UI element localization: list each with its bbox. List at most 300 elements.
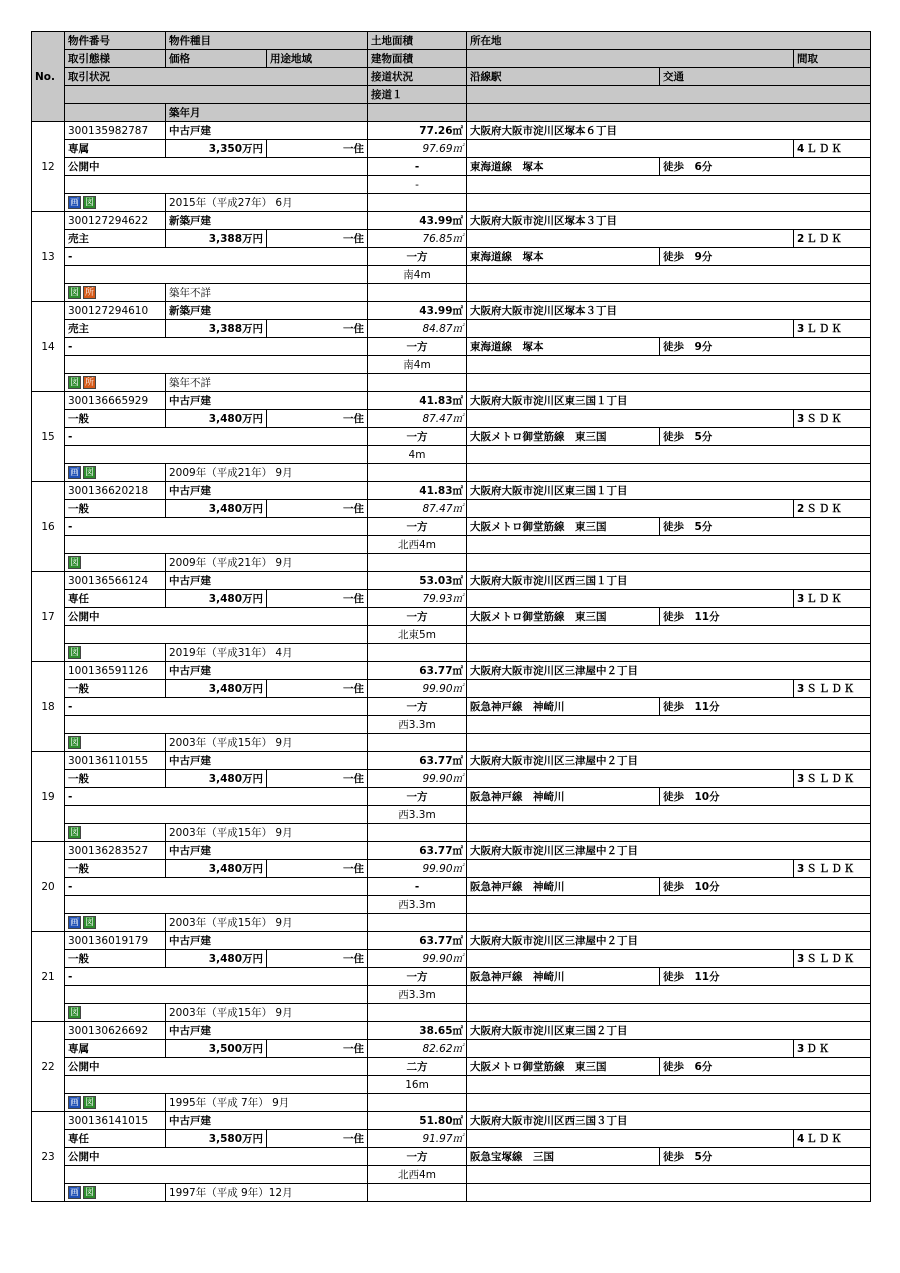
listing-building-area: 76.85㎡	[368, 230, 467, 248]
listing-building-area: 91.97㎡	[368, 1130, 467, 1148]
listing-blank	[467, 914, 871, 932]
listing-built: 2009年（平成21年） 9月	[166, 554, 368, 572]
listing-no: 23	[32, 1112, 65, 1202]
listing-built: 2003年（平成15年） 9月	[166, 914, 368, 932]
header-status: 取引状況	[65, 68, 368, 86]
listing-icons	[65, 734, 166, 752]
listing-blank	[368, 464, 467, 482]
listing-address: 大阪府大阪市淀川区三津屋中２丁目	[467, 932, 871, 950]
header-road: 接道状況	[368, 68, 467, 86]
listing-status: -	[65, 968, 368, 986]
table-body	[32, 32, 871, 1202]
listing-blank	[467, 554, 871, 572]
listing-access: 徒歩 11分	[660, 608, 871, 626]
photo-icon[interactable]: 画	[69, 468, 79, 478]
listing-line: 阪急神戸線 神崎川	[467, 968, 660, 986]
header-row-2	[32, 50, 871, 68]
listing-row	[32, 554, 871, 572]
listing-blank	[368, 1184, 467, 1202]
listing-blank	[368, 824, 467, 842]
listing-address: 大阪府大阪市淀川区西三国１丁目	[467, 572, 871, 590]
header-id: 物件番号	[65, 32, 166, 50]
listing-zone: 一住	[267, 1040, 368, 1058]
listing-status: -	[65, 518, 368, 536]
listing-blank	[467, 716, 871, 734]
listing-row	[32, 752, 871, 770]
listing-row	[32, 1184, 871, 1202]
listing-row	[32, 446, 871, 464]
listing-zone: 一住	[267, 140, 368, 158]
listing-access: 徒歩 5分	[660, 428, 871, 446]
listing-road-detail: 西3.3m	[368, 986, 467, 1004]
listing-blank	[467, 374, 871, 392]
listing-status: 公開中	[65, 1058, 368, 1076]
listing-kind: 中古戸建	[166, 482, 368, 500]
listing-status: -	[65, 788, 368, 806]
listing-access: 徒歩 10分	[660, 788, 871, 806]
listing-no: 15	[32, 392, 65, 482]
listing-blank	[368, 374, 467, 392]
listing-id: 100136591126	[65, 662, 166, 680]
listing-blank	[368, 1094, 467, 1112]
listing-blank	[368, 284, 467, 302]
listing-status: -	[65, 248, 368, 266]
listing-row	[32, 1148, 871, 1166]
listing-row	[32, 680, 871, 698]
listing-row	[32, 878, 871, 896]
listing-sheet	[31, 31, 870, 1202]
listing-kind: 新築戸建	[166, 212, 368, 230]
listing-icons	[65, 644, 166, 662]
listing-status: -	[65, 698, 368, 716]
listing-land-area: 63.77㎡	[368, 662, 467, 680]
listing-road: -	[368, 158, 467, 176]
listing-road: 二方	[368, 1058, 467, 1076]
listing-status: 公開中	[65, 1148, 368, 1166]
listing-land-area: 77.26㎡	[368, 122, 467, 140]
listing-land-area: 43.99㎡	[368, 212, 467, 230]
listing-mode: 一般	[65, 770, 166, 788]
listing-blank	[368, 554, 467, 572]
listing-blank	[467, 806, 871, 824]
listing-blank	[65, 446, 368, 464]
listing-layout: 3ＳＬＤＫ	[794, 950, 871, 968]
listing-row	[32, 356, 871, 374]
listing-mode: 専任	[65, 590, 166, 608]
listing-zone: 一住	[267, 1130, 368, 1148]
listing-kind: 新築戸建	[166, 302, 368, 320]
listing-icons	[65, 824, 166, 842]
listing-line: 大阪メトロ御堂筋線 東三国	[467, 518, 660, 536]
listing-access: 徒歩 9分	[660, 248, 871, 266]
listing-row	[32, 230, 871, 248]
listing-icons	[65, 914, 166, 932]
listing-zone: 一住	[267, 320, 368, 338]
header-layout: 間取	[794, 50, 871, 68]
listing-mode: 一般	[65, 410, 166, 428]
listing-blank	[65, 356, 368, 374]
listing-price: 3,480万円	[166, 770, 267, 788]
listing-row	[32, 482, 871, 500]
listing-address: 大阪府大阪市淀川区東三国２丁目	[467, 1022, 871, 1040]
listing-row	[32, 122, 871, 140]
listing-row	[32, 806, 871, 824]
listing-blank	[467, 500, 794, 518]
floorplan-icon[interactable]: 図	[69, 828, 79, 838]
listing-no: 17	[32, 572, 65, 662]
listing-id: 300136620218	[65, 482, 166, 500]
listing-kind: 中古戸建	[166, 122, 368, 140]
listing-price: 3,480万円	[166, 680, 267, 698]
listing-building-area: 99.90㎡	[368, 770, 467, 788]
listing-building-area: 99.90㎡	[368, 950, 467, 968]
listing-access: 徒歩 10分	[660, 878, 871, 896]
location-icon[interactable]: 所	[84, 378, 94, 388]
listing-row	[32, 968, 871, 986]
listing-row	[32, 896, 871, 914]
listing-access: 徒歩 6分	[660, 158, 871, 176]
listing-layout: 3ＳＬＤＫ	[794, 860, 871, 878]
listing-address: 大阪府大阪市淀川区東三国１丁目	[467, 482, 871, 500]
listing-blank	[467, 1076, 871, 1094]
listing-icons	[65, 554, 166, 572]
listing-no: 13	[32, 212, 65, 302]
listing-zone: 一住	[267, 860, 368, 878]
listing-blank	[467, 464, 871, 482]
listing-address: 大阪府大阪市淀川区塚本３丁目	[467, 212, 871, 230]
listing-blank	[467, 590, 794, 608]
listing-row	[32, 626, 871, 644]
floorplan-icon[interactable]: 図	[69, 288, 79, 298]
listing-row	[32, 698, 871, 716]
listing-road: 一方	[368, 248, 467, 266]
listing-row	[32, 1112, 871, 1130]
listing-address: 大阪府大阪市淀川区塚本６丁目	[467, 122, 871, 140]
listing-built: 2019年（平成31年） 4月	[166, 644, 368, 662]
listing-status: -	[65, 428, 368, 446]
listing-icons	[65, 374, 166, 392]
floorplan-icon[interactable]: 図	[84, 468, 94, 478]
listing-blank	[467, 1184, 871, 1202]
listing-status: 公開中	[65, 158, 368, 176]
listing-row	[32, 662, 871, 680]
listing-row	[32, 212, 871, 230]
listing-zone: 一住	[267, 590, 368, 608]
listing-kind: 中古戸建	[166, 842, 368, 860]
listing-row	[32, 392, 871, 410]
listing-building-area: 87.47㎡	[368, 500, 467, 518]
listing-kind: 中古戸建	[166, 1112, 368, 1130]
floorplan-icon[interactable]: 図	[84, 918, 94, 928]
listing-no: 22	[32, 1022, 65, 1112]
floorplan-icon[interactable]: 図	[69, 1008, 79, 1018]
listing-road-detail: 北西4m	[368, 1166, 467, 1184]
listing-price: 3,480万円	[166, 950, 267, 968]
listing-blank	[65, 986, 368, 1004]
listing-id: 300136566124	[65, 572, 166, 590]
listing-line: 阪急神戸線 神崎川	[467, 698, 660, 716]
listing-mode: 売主	[65, 320, 166, 338]
listing-blank	[368, 1004, 467, 1022]
listing-access: 徒歩 5分	[660, 1148, 871, 1166]
listing-layout: 3ＬＤＫ	[794, 320, 871, 338]
listing-price: 3,500万円	[166, 1040, 267, 1058]
listing-blank	[467, 176, 871, 194]
listing-blank	[467, 284, 871, 302]
listing-road-detail: 西3.3m	[368, 716, 467, 734]
floorplan-icon[interactable]: 図	[69, 378, 79, 388]
listing-id: 300127294622	[65, 212, 166, 230]
listing-zone: 一住	[267, 950, 368, 968]
listing-line: 阪急神戸線 神崎川	[467, 788, 660, 806]
listing-road: 一方	[368, 608, 467, 626]
listing-blank	[368, 194, 467, 212]
listing-row	[32, 1094, 871, 1112]
location-icon[interactable]: 所	[84, 288, 94, 298]
listing-price: 3,480万円	[166, 410, 267, 428]
listing-row	[32, 914, 871, 932]
listing-blank	[368, 644, 467, 662]
listing-row	[32, 248, 871, 266]
listing-layout: 4ＬＤＫ	[794, 140, 871, 158]
listing-blank	[467, 644, 871, 662]
listing-layout: 3ＬＤＫ	[794, 590, 871, 608]
listing-row	[32, 194, 871, 212]
listing-id: 300136019179	[65, 932, 166, 950]
listing-row	[32, 140, 871, 158]
listing-road-detail: 南4m	[368, 356, 467, 374]
listing-id: 300136110155	[65, 752, 166, 770]
listing-built: 1997年（平成 9年）12月	[166, 1184, 368, 1202]
listing-blank	[65, 536, 368, 554]
listing-row	[32, 1130, 871, 1148]
listing-icons	[65, 464, 166, 482]
listing-kind: 中古戸建	[166, 752, 368, 770]
header-row-4	[32, 86, 871, 104]
listing-land-area: 63.77㎡	[368, 932, 467, 950]
listing-kind: 中古戸建	[166, 662, 368, 680]
listing-mode: 一般	[65, 950, 166, 968]
listing-blank	[368, 734, 467, 752]
listing-line: 阪急神戸線 神崎川	[467, 878, 660, 896]
listing-line: 大阪メトロ御堂筋線 東三国	[467, 1058, 660, 1076]
listing-mode: 一般	[65, 680, 166, 698]
listing-blank	[467, 896, 871, 914]
listing-access: 徒歩 6分	[660, 1058, 871, 1076]
listing-row	[32, 950, 871, 968]
listing-price: 3,480万円	[166, 860, 267, 878]
listing-blank	[65, 176, 368, 194]
header-mode: 取引態様	[65, 50, 166, 68]
header-price: 価格	[166, 50, 267, 68]
listing-zone: 一住	[267, 770, 368, 788]
listing-access: 徒歩 9分	[660, 338, 871, 356]
photo-icon[interactable]: 画	[69, 1098, 79, 1108]
listing-built: 築年不詳	[166, 374, 368, 392]
listing-row	[32, 572, 871, 590]
listing-no: 19	[32, 752, 65, 842]
listing-blank	[467, 734, 871, 752]
listing-built: 2003年（平成15年） 9月	[166, 734, 368, 752]
listing-blank	[467, 770, 794, 788]
listing-kind: 中古戸建	[166, 932, 368, 950]
listing-road-detail: 北東5m	[368, 626, 467, 644]
listing-blank	[467, 1040, 794, 1058]
header-road1: 接道１	[368, 86, 467, 104]
listing-layout: 2ＳＤＫ	[794, 500, 871, 518]
listing-blank	[467, 860, 794, 878]
listing-row	[32, 1058, 871, 1076]
listing-row	[32, 590, 871, 608]
listing-layout: 3ＳＬＤＫ	[794, 770, 871, 788]
header-line: 沿線駅	[467, 68, 660, 86]
listing-mode: 専任	[65, 1130, 166, 1148]
listing-id: 300127294610	[65, 302, 166, 320]
listing-building-area: 97.69㎡	[368, 140, 467, 158]
listing-row	[32, 158, 871, 176]
listing-layout: 4ＬＤＫ	[794, 1130, 871, 1148]
listing-road-detail: 16m	[368, 1076, 467, 1094]
listing-blank	[467, 194, 871, 212]
photo-icon[interactable]: 画	[69, 918, 79, 928]
listing-row	[32, 338, 871, 356]
listing-road: 一方	[368, 338, 467, 356]
listing-blank	[467, 1130, 794, 1148]
listing-row	[32, 986, 871, 1004]
listing-mode: 売主	[65, 230, 166, 248]
listing-land-area: 41.83㎡	[368, 482, 467, 500]
listing-row	[32, 644, 871, 662]
listing-row	[32, 320, 871, 338]
listing-zone: 一住	[267, 410, 368, 428]
header-access: 交通	[660, 68, 871, 86]
floorplan-icon[interactable]: 図	[84, 1098, 94, 1108]
listing-building-area: 99.90㎡	[368, 680, 467, 698]
header-no: No.	[32, 32, 65, 122]
listing-icons	[65, 1184, 166, 1202]
listing-icons	[65, 284, 166, 302]
listing-blank	[467, 230, 794, 248]
listing-line: 大阪メトロ御堂筋線 東三国	[467, 608, 660, 626]
listing-id: 300130626692	[65, 1022, 166, 1040]
listing-price: 3,350万円	[166, 140, 267, 158]
listing-road-detail: -	[368, 176, 467, 194]
listing-road-detail: 4m	[368, 446, 467, 464]
listing-kind: 中古戸建	[166, 1022, 368, 1040]
listing-building-area: 99.90㎡	[368, 860, 467, 878]
listing-address: 大阪府大阪市淀川区塚本３丁目	[467, 302, 871, 320]
photo-icon[interactable]: 画	[69, 198, 79, 208]
floorplan-icon[interactable]: 図	[84, 198, 94, 208]
listing-zone: 一住	[267, 230, 368, 248]
photo-icon[interactable]: 画	[69, 1188, 79, 1198]
listing-building-area: 84.87㎡	[368, 320, 467, 338]
floorplan-icon[interactable]: 図	[69, 738, 79, 748]
listing-blank	[65, 1076, 368, 1094]
listing-road-detail: 西3.3m	[368, 896, 467, 914]
listing-row	[32, 464, 871, 482]
listing-road: 一方	[368, 968, 467, 986]
listing-price: 3,480万円	[166, 590, 267, 608]
listing-access: 徒歩 11分	[660, 968, 871, 986]
listing-no: 14	[32, 302, 65, 392]
header-address: 所在地	[467, 32, 871, 50]
listing-address: 大阪府大阪市淀川区東三国１丁目	[467, 392, 871, 410]
listing-id: 300136283527	[65, 842, 166, 860]
listing-blank	[467, 266, 871, 284]
listing-row	[32, 824, 871, 842]
listing-blank	[467, 320, 794, 338]
listing-price: 3,580万円	[166, 1130, 267, 1148]
listing-built: 2015年（平成27年） 6月	[166, 194, 368, 212]
listing-status: -	[65, 878, 368, 896]
listing-blank	[65, 266, 368, 284]
listing-table	[31, 31, 871, 1202]
listing-land-area: 63.77㎡	[368, 842, 467, 860]
listing-blank	[467, 140, 794, 158]
listing-line: 大阪メトロ御堂筋線 東三国	[467, 428, 660, 446]
listing-address: 大阪府大阪市淀川区三津屋中２丁目	[467, 662, 871, 680]
listing-blank	[467, 824, 871, 842]
header-row-1	[32, 32, 871, 50]
listing-land-area: 51.80㎡	[368, 1112, 467, 1130]
floorplan-icon[interactable]: 図	[84, 1188, 94, 1198]
listing-road: 一方	[368, 698, 467, 716]
listing-road-detail: 北西4m	[368, 536, 467, 554]
listing-status: -	[65, 338, 368, 356]
listing-road-detail: 西3.3m	[368, 806, 467, 824]
listing-land-area: 43.99㎡	[368, 302, 467, 320]
floorplan-icon[interactable]: 図	[69, 648, 79, 658]
listing-row	[32, 608, 871, 626]
header-building: 建物面積	[368, 50, 467, 68]
header-land: 土地面積	[368, 32, 467, 50]
listing-row	[32, 1076, 871, 1094]
floorplan-icon[interactable]: 図	[69, 558, 79, 568]
listing-blank	[467, 1004, 871, 1022]
listing-row	[32, 1022, 871, 1040]
listing-blank	[368, 914, 467, 932]
listing-road: 一方	[368, 788, 467, 806]
listing-built: 1995年（平成 7年） 9月	[166, 1094, 368, 1112]
listing-id: 300136665929	[65, 392, 166, 410]
header-row-5	[32, 104, 871, 122]
listing-road-detail: 南4m	[368, 266, 467, 284]
listing-row	[32, 266, 871, 284]
listing-built: 2003年（平成15年） 9月	[166, 1004, 368, 1022]
listing-road: -	[368, 878, 467, 896]
listing-blank	[467, 446, 871, 464]
listing-row	[32, 788, 871, 806]
listing-built: 築年不詳	[166, 284, 368, 302]
listing-row	[32, 1040, 871, 1058]
listing-address: 大阪府大阪市淀川区三津屋中２丁目	[467, 842, 871, 860]
header-built: 築年月	[166, 104, 368, 122]
listing-kind: 中古戸建	[166, 392, 368, 410]
listing-row	[32, 842, 871, 860]
listing-row	[32, 716, 871, 734]
listing-mode: 一般	[65, 860, 166, 878]
listing-blank	[467, 986, 871, 1004]
listing-blank	[467, 1166, 871, 1184]
listing-blank	[65, 716, 368, 734]
listing-building-area: 79.93㎡	[368, 590, 467, 608]
listing-line: 東海道線 塚本	[467, 338, 660, 356]
listing-kind: 中古戸建	[166, 572, 368, 590]
listing-blank	[65, 896, 368, 914]
listing-no: 21	[32, 932, 65, 1022]
listing-icons	[65, 1094, 166, 1112]
